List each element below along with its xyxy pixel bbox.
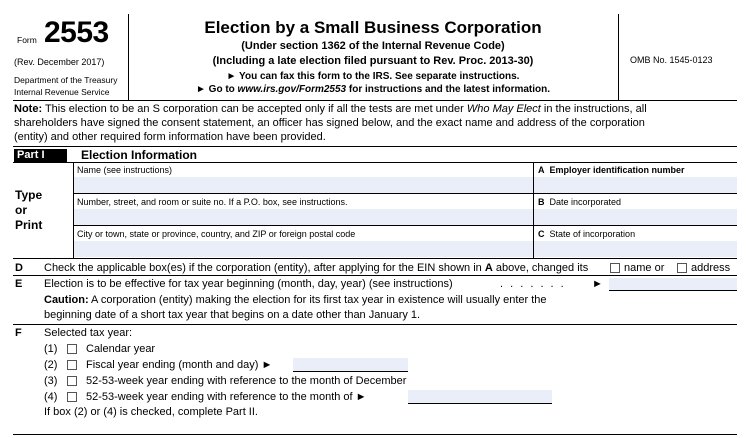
part1-rule <box>13 162 737 163</box>
option-1-label: Calendar year <box>86 343 156 355</box>
line-e-arrow: ► <box>592 278 603 290</box>
fiscal-year-end-input[interactable] <box>293 358 408 372</box>
form-title: Election by a Small Business Corporation <box>204 18 542 37</box>
option-3-num: (3) <box>44 375 58 387</box>
header-rule <box>13 100 737 101</box>
dept-line1: Department of the Treasury <box>14 75 118 85</box>
revision-date: (Rev. December 2017) <box>14 57 105 67</box>
fax-note: ► You can fax this form to the IRS. See separate instructions. <box>226 71 520 82</box>
option-4-label: 52-53-week year ending with reference to the month of ► <box>86 391 367 403</box>
row3-rule <box>13 258 737 259</box>
address-change-checkbox[interactable] <box>677 263 687 273</box>
name-change-checkbox[interactable] <box>610 263 620 273</box>
dept-line2: Internal Revenue Service <box>14 87 110 97</box>
effective-date-input[interactable] <box>609 278 737 291</box>
option-2-num: (2) <box>44 359 58 371</box>
note-line2: shareholders have signed the consent statement, an officer has signed below, and the exact name and address of the corporation <box>14 117 645 129</box>
row2-rule <box>74 225 737 226</box>
name-change-label: name or <box>624 262 665 274</box>
bottom-rule <box>13 434 737 435</box>
irs-link[interactable]: www.irs.gov/Form2553 <box>237 84 347 95</box>
name-label: Name (see instructions) <box>77 165 173 175</box>
line-f-footer: If box (2) or (4) is checked, complete Part II. <box>44 406 258 418</box>
line-e-text: Election is to be effective for tax year beginning (month, day, year) (see instructions) <box>44 278 453 290</box>
caution-line2: beginning date of a short tax year that begins on a date other than January 1. <box>44 309 421 321</box>
street-label: Number, street, and room or suite no. If a P.O. box, see instructions. <box>77 197 348 207</box>
line-d-letter: D <box>15 262 23 274</box>
part1-title: Election Information <box>81 148 198 162</box>
form-number: 2553 <box>44 16 109 49</box>
city-input[interactable] <box>74 241 533 257</box>
date-incorporated-input[interactable] <box>534 209 737 225</box>
ein-input[interactable] <box>534 177 737 193</box>
type-label: Type <box>15 188 43 202</box>
form-label: Form <box>17 35 37 45</box>
name-input[interactable] <box>74 177 533 193</box>
week-year-month-checkbox[interactable] <box>67 392 77 402</box>
calendar-year-checkbox[interactable] <box>67 344 77 354</box>
subtitle-section: (Under section 1362 of the Internal Revenue Code) <box>241 40 505 52</box>
ein-label: A Employer identification number <box>538 165 685 175</box>
address-change-label: address <box>691 262 731 274</box>
option-2-label: Fiscal year ending (month and day) ► <box>86 359 273 371</box>
note-line3: (entity) and other required form information have been provided. <box>14 131 326 143</box>
state-incorporation-input[interactable] <box>534 241 737 257</box>
or-label: or <box>15 203 27 217</box>
part1-tag: Part I <box>14 149 67 162</box>
goto-note: ► Go to www.irs.gov/Form2553 for instructions and the latest information. <box>195 84 551 95</box>
state-incorporation-label: C State of incorporation <box>538 229 636 239</box>
fiscal-year-checkbox[interactable] <box>67 360 77 370</box>
date-incorporated-label: B Date incorporated <box>538 197 622 207</box>
week-year-december-checkbox[interactable] <box>67 376 77 386</box>
subtitle-late-election: (Including a late election filed pursuant to Rev. Proc. 2013-30) <box>212 55 534 67</box>
print-label: Print <box>15 218 43 232</box>
line-e-letter: E <box>15 278 23 290</box>
header-divider-right <box>618 14 619 100</box>
option-1-num: (1) <box>44 343 58 355</box>
line-e-rule <box>13 324 737 325</box>
street-input[interactable] <box>74 209 533 225</box>
row1-rule <box>74 193 737 194</box>
note-line1: Note: This election to be an S corporation can be accepted only if all the tests are met under Who May Elect in the instructions, all <box>14 103 647 115</box>
reference-month-input[interactable] <box>408 390 552 404</box>
line-d-rule <box>13 275 737 276</box>
option-3-label: 52-53-week year ending with reference to the month of December <box>86 375 407 387</box>
line-f-letter: F <box>15 327 22 339</box>
note-rule <box>13 146 737 147</box>
city-label: City or town, state or province, country, and ZIP or foreign postal code <box>77 229 356 239</box>
line-f-heading: Selected tax year: <box>44 327 133 339</box>
line-d-text: Check the applicable box(es) if the corporation (entity), after applying for the EIN shown in A above, changed its <box>44 262 589 274</box>
line-e-dots: . . . . . . . <box>500 278 566 290</box>
caution-line1: Caution: A corporation (entity) making the election for its first tax year in existence will usually enter the <box>44 294 547 306</box>
omb-number: OMB No. 1545-0123 <box>630 55 713 65</box>
option-4-num: (4) <box>44 391 58 403</box>
